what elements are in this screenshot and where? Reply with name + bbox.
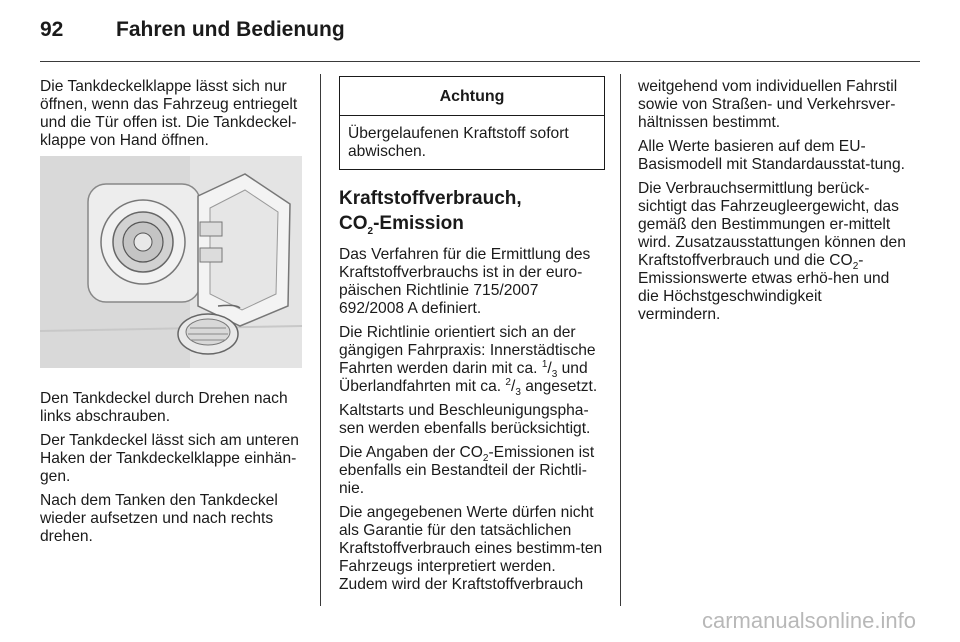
refit-instruction: Nach dem Tanken den Tankdeckel wieder aufsetzen und nach rechts drehen.: [40, 492, 278, 545]
column-middle: [339, 78, 605, 600]
fraction-1-numerator: 1: [541, 358, 548, 370]
coldstart-paragraph: Kaltstarts und Beschleunigungspha-sen werden ebenfalls berücksichtigt.: [339, 402, 591, 437]
header-rule: [40, 61, 920, 62]
unscrew-instruction: Den Tankdeckel durch Drehen nach links abschrauben.: [40, 390, 288, 425]
warning-box: [339, 76, 605, 170]
driving-style-paragraph: weitgehend vom individuellen Fahrstil sowie von Straßen- und Verkehrsver-hältnissen bestimmt.: [638, 78, 898, 131]
base-model-paragraph: Alle Werte basieren auf dem EU-Basismodell mit Standardausstat-tung.: [638, 138, 905, 173]
fraction-2-numerator: 2: [505, 376, 511, 388]
heading-rest: -Emission: [373, 213, 464, 234]
hook-instruction: Der Tankdeckel lässt sich am unteren Haken der Tankdeckelklappe einhän-gen.: [40, 432, 299, 485]
warning-title: Achtung: [340, 77, 604, 116]
watermark: carmanualsonline.info: [701, 608, 916, 633]
weight-text-a: Die Verbrauchsermittlung berück-sichtigt das Fahrzeugleergewicht, das gemäß den Bestimmungen er-mittelt wird. Zusatzausstattungen können den Kraftstoffverbrauch und die CO: [638, 180, 906, 269]
guarantee-paragraph: Die angegebenen Werte dürfen nicht als Garantie für den tatsächlichen Kraftstoffverbrauch eines bestimm-ten Fahrzeugs interpretiert werden. Zudem wird der Kraftstoffverbrauch: [339, 504, 603, 593]
column-right: [638, 78, 908, 330]
column-divider-1: [320, 74, 321, 606]
weight-paragraph: [638, 180, 908, 324]
heading-co: CO: [339, 213, 368, 234]
page-header: [40, 18, 920, 48]
section-heading: [339, 186, 605, 236]
fraction-2-slash: /: [510, 378, 516, 395]
practice-text-a: Die Richtlinie orientiert sich an der gängigen Fahrpraxis: Innerstädtische Fahrten werden darin mit ca.: [339, 324, 596, 377]
directive-paragraph: Das Verfahren für die Ermittlung des Kraftstoffverbrauchs ist in der euro-päischen Richtlinie 715/2007 692/2008 A definiert.: [339, 246, 591, 317]
intro-paragraph: Die Tankdeckelklappe lässt sich nur öffnen, wenn das Fahrzeug entriegelt und die Tür offen ist. Die Tankdeckel-klappe von Hand öffnen.: [40, 78, 298, 149]
fuel-cap-illustration: [40, 156, 302, 368]
warning-text: Übergelaufenen Kraftstoff sofort abwischen.: [348, 125, 569, 160]
page-number: 92: [40, 18, 64, 41]
fraction-2-denominator: 3: [515, 387, 521, 399]
page-title: Fahren und Bedienung: [116, 18, 345, 41]
column-left: [40, 78, 304, 552]
weight-text-b: -Emissionswerte etwas erhö-hen und die Höchstgeschwindigkeit vermindern.: [638, 252, 890, 323]
heading-sub: 2: [367, 225, 374, 237]
weight-sub: 2: [852, 261, 859, 273]
heading-line-1: Kraftstoffverbrauch,: [339, 188, 522, 209]
fraction-1-slash: /: [547, 360, 552, 377]
practice-paragraph: [339, 324, 605, 399]
practice-text-c: angesetzt.: [520, 378, 598, 395]
emission-text-b: -Emissionen ist ebenfalls ein Bestandteil der Richtli-nie.: [339, 444, 595, 497]
fraction-1-denominator: 3: [551, 369, 558, 381]
emission-paragraph: [339, 444, 605, 498]
emission-text-a: Die Angaben der CO: [339, 444, 483, 461]
practice-text-b: und Überlandfahrten mit ca.: [339, 360, 588, 395]
column-divider-2: [620, 74, 621, 606]
emission-sub: 2: [482, 453, 489, 465]
